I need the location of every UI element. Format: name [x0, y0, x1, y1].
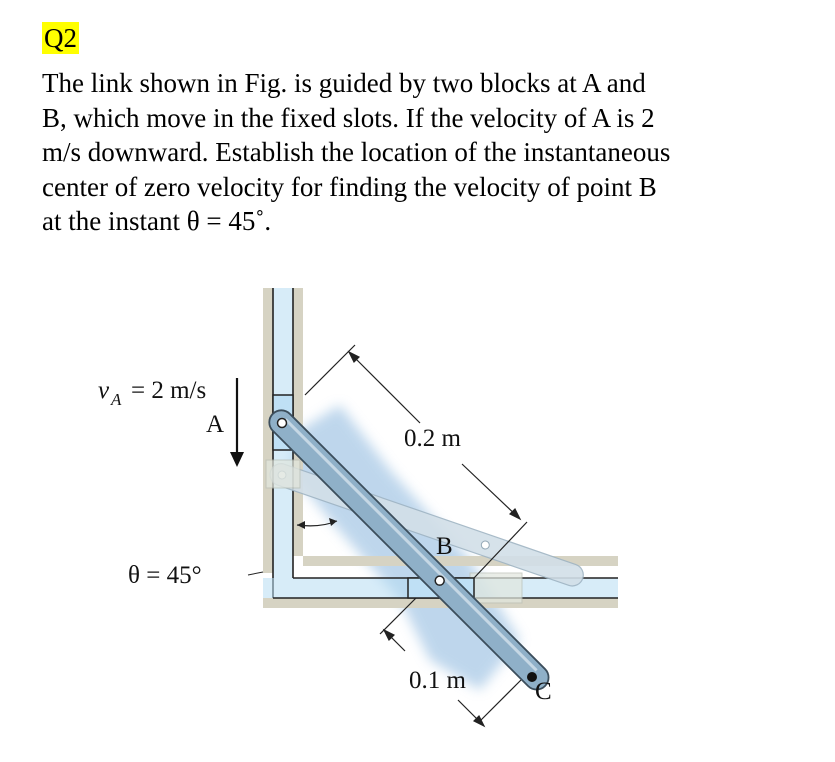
problem-line-5: at the instant θ = 45˚.: [42, 206, 272, 236]
dimension-0-1m-label: 0.1 m: [409, 667, 466, 694]
problem-line-4: center of zero velocity for finding the velocity of point B: [42, 171, 657, 202]
velocity-arrow: [230, 378, 244, 467]
dimension-0-2m-label: 0.2 m: [404, 425, 461, 452]
point-b-label: B: [436, 533, 453, 560]
angle-leader: [248, 572, 263, 575]
point-a-label: A: [206, 411, 225, 438]
problem-statement: [42, 66, 802, 239]
velocity-value: = 2 m/s: [131, 377, 207, 404]
mechanism-figure: [0, 270, 835, 762]
question-number: Q2: [44, 23, 77, 53]
angle-label: θ = 45°: [128, 562, 202, 589]
problem-line-1: The link shown in Fig. is guided by two blocks at A and: [42, 68, 646, 98]
problem-line-2: B, which move in the fixed slots. If the velocity of A is 2: [42, 102, 655, 133]
velocity-label: v: [98, 377, 110, 404]
velocity-subscript: A: [111, 390, 122, 409]
point-c-label: C: [535, 678, 552, 705]
problem-line-3: m/s downward. Establish the location of the instantaneous: [42, 137, 671, 167]
